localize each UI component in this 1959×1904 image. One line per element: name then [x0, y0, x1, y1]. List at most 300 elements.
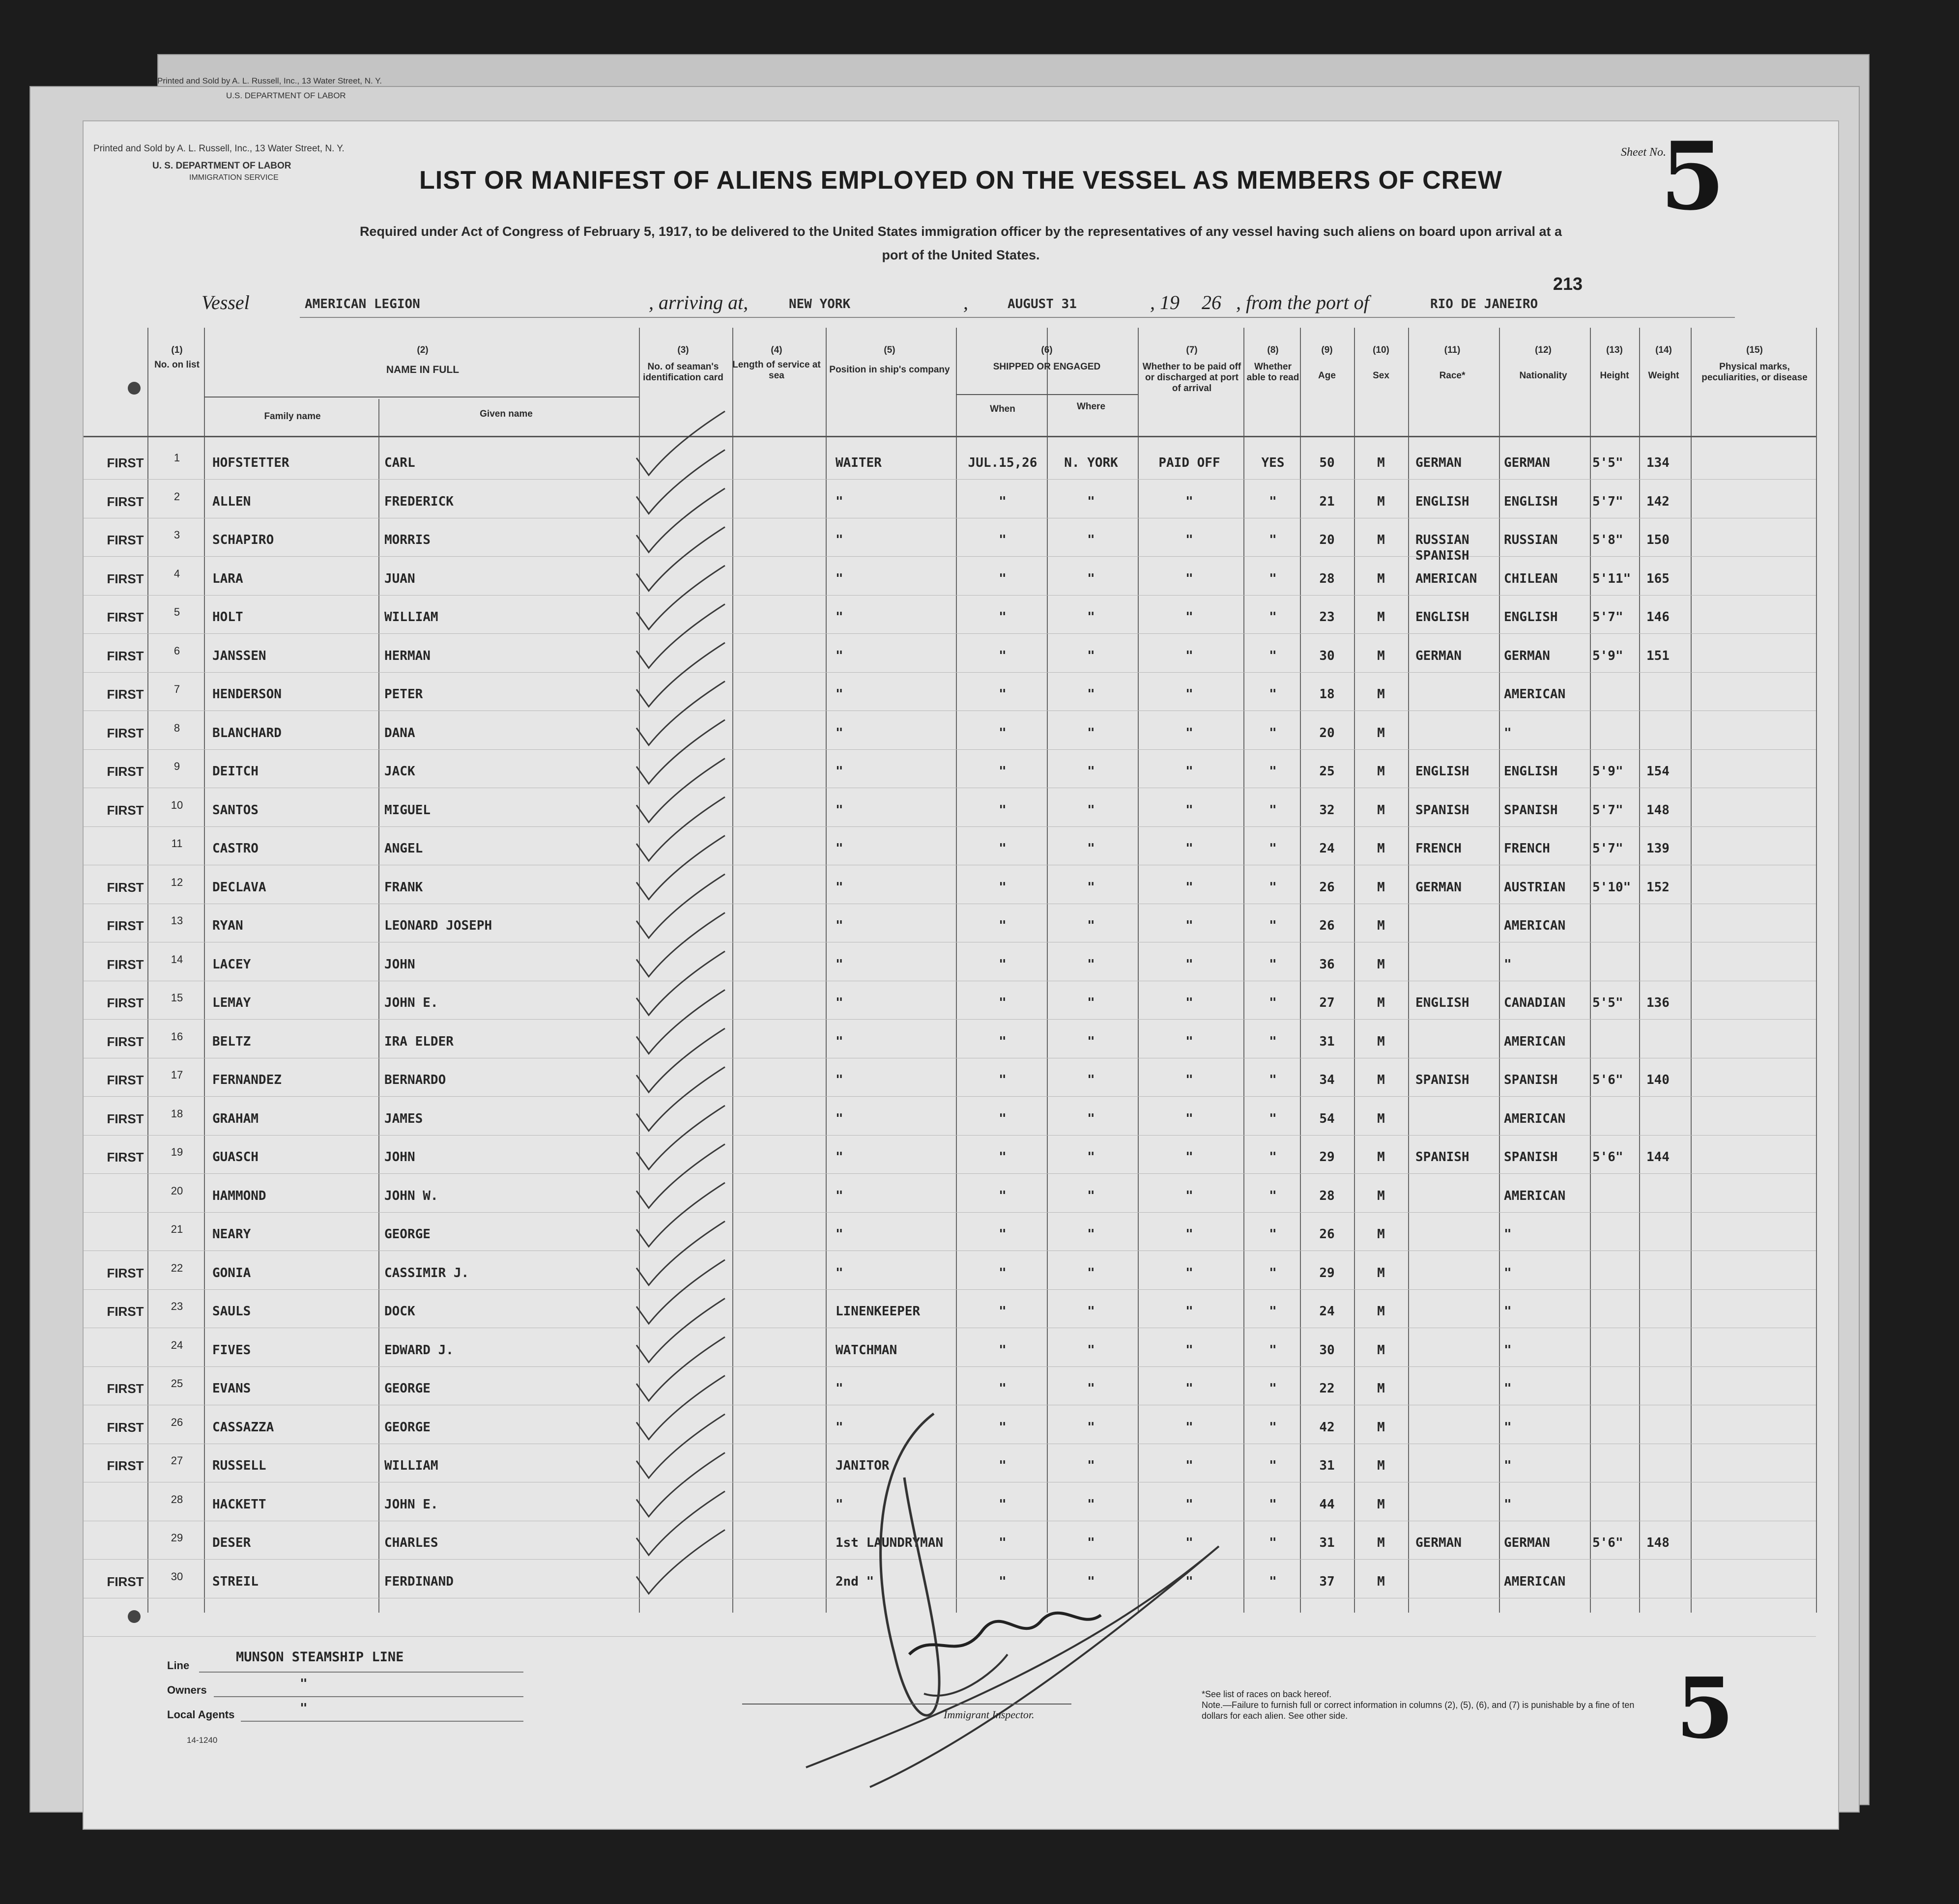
cell-position: 1st LAUNDRYMAN: [835, 1535, 944, 1550]
cell-height: 5'7": [1592, 494, 1623, 509]
cell-read: ": [1269, 1574, 1277, 1589]
cell-nationality: ": [1504, 1458, 1512, 1473]
cell-age: 30: [1319, 648, 1335, 663]
cell-mark: FIRST: [107, 995, 144, 1010]
cell-given: JOHN: [384, 1150, 415, 1165]
cell-height: 5'6": [1592, 1073, 1623, 1087]
cell-when: ": [999, 1111, 1007, 1126]
cell-sex: M: [1377, 533, 1385, 547]
cell-mark: FIRST: [107, 802, 144, 818]
cell-height: 5'7": [1592, 610, 1623, 625]
cell-age: 42: [1319, 1420, 1335, 1435]
col3-header: (3) No. of seaman's identification card: [643, 345, 723, 383]
requirement-line-1: Required under Act of Congress of February 5, 1917, to be delivered to the United States immigration officer by the representatives of any vessel having such aliens on board upon arrival at a: [359, 224, 1562, 239]
cell-paid: ": [1185, 1227, 1193, 1242]
cell-position: ": [835, 1150, 843, 1165]
cell-when: ": [999, 1458, 1007, 1473]
cell-when: ": [999, 880, 1007, 895]
cell-given: WILLIAM: [384, 610, 438, 625]
cell-age: 23: [1319, 610, 1335, 625]
cell-given: GEORGE: [384, 1227, 431, 1242]
cell-given: JOHN: [384, 957, 415, 972]
cell-race: ENGLISH: [1415, 494, 1469, 509]
cell-mark: FIRST: [107, 764, 144, 779]
checkmark: [636, 1299, 725, 1363]
cell-no: 8: [173, 721, 180, 734]
cell-sex: M: [1377, 995, 1385, 1010]
cell-paid: ": [1185, 1574, 1193, 1589]
cell-position: WATCHMAN: [835, 1342, 897, 1358]
cell-family: BELTZ: [212, 1034, 251, 1049]
cell-read: ": [1269, 1265, 1277, 1280]
cell-race: SPANISH: [1415, 1073, 1469, 1087]
punch-hole: [128, 1610, 141, 1623]
cell-nationality: ENGLISH: [1504, 610, 1558, 625]
cell-no: 5: [173, 606, 180, 618]
cell-where: ": [1087, 918, 1095, 933]
cell-mark: FIRST: [107, 1420, 144, 1435]
cell-sex: M: [1377, 725, 1385, 740]
cell-family: LARA: [212, 571, 243, 586]
col8-header: (8) Whether able to read: [1246, 345, 1299, 383]
cell-paid: ": [1185, 1342, 1193, 1358]
cell-when: ": [999, 648, 1007, 663]
cell-when: ": [999, 1150, 1007, 1165]
checkmark: [636, 836, 725, 900]
cell-no: 11: [171, 837, 183, 850]
cell-read: ": [1269, 1497, 1277, 1512]
cell-nationality: ": [1504, 1420, 1512, 1435]
cell-read: ": [1269, 764, 1277, 779]
cell-when: ": [999, 1381, 1007, 1396]
cell-given: MIGUEL: [384, 802, 431, 818]
year-prefix: , 19: [1150, 291, 1180, 313]
cell-read: ": [1269, 648, 1277, 663]
back-page-header: [157, 74, 382, 103]
cell-paid: ": [1185, 957, 1193, 972]
cell-nationality: CANADIAN: [1504, 995, 1566, 1010]
cell-age: 34: [1319, 1073, 1335, 1087]
cell-when: ": [999, 571, 1007, 586]
owners-value: ": [300, 1677, 308, 1691]
cell-family: CASSAZZA: [212, 1420, 274, 1435]
cell-no: 9: [173, 760, 180, 772]
cell-where: ": [1087, 494, 1095, 509]
cell-mark: FIRST: [107, 1574, 144, 1589]
cell-paid: ": [1185, 1034, 1193, 1049]
cell-read: ": [1269, 880, 1277, 895]
cell-position: ": [835, 648, 843, 663]
cell-no: 16: [171, 1030, 183, 1043]
cell-no: 19: [171, 1146, 183, 1158]
cell-read: ": [1269, 1073, 1277, 1087]
checkmark: [636, 1376, 725, 1440]
cell-where: ": [1087, 1034, 1095, 1049]
cell-age: 31: [1319, 1034, 1335, 1049]
checkmark: [636, 990, 725, 1054]
punch-hole: [128, 382, 141, 395]
cell-position: ": [835, 1420, 843, 1435]
cell-age: 21: [1319, 494, 1335, 509]
cell-no: 26: [171, 1416, 183, 1428]
cell-read: ": [1269, 1111, 1277, 1126]
cell-sex: M: [1377, 1227, 1385, 1242]
cell-where: ": [1087, 841, 1095, 856]
cell-read: ": [1269, 1420, 1277, 1435]
cell-mark: FIRST: [107, 1304, 144, 1319]
cell-paid: ": [1185, 995, 1193, 1010]
cell-position: ": [835, 610, 843, 625]
cell-mark: FIRST: [107, 648, 144, 663]
cell-where: ": [1087, 687, 1095, 702]
cell-mark: FIRST: [107, 918, 144, 933]
cell-no: 27: [171, 1454, 183, 1467]
cell-read: ": [1269, 1304, 1277, 1319]
cell-height: 5'10": [1592, 880, 1631, 895]
cell-age: 26: [1319, 880, 1335, 895]
cell-height: 5'5": [1592, 455, 1623, 470]
cell-given: DOCK: [384, 1304, 415, 1319]
cell-where: ": [1087, 610, 1095, 625]
cell-mark: FIRST: [107, 880, 144, 895]
cell-mark: FIRST: [107, 494, 144, 509]
cell-when: ": [999, 957, 1007, 972]
cell-when: ": [999, 687, 1007, 702]
cell-position: ": [835, 918, 843, 933]
cell-sex: M: [1377, 1073, 1385, 1087]
cell-no: 15: [171, 992, 183, 1004]
cell-race: AMERICAN: [1415, 571, 1477, 586]
cell-height: 5'6": [1592, 1535, 1623, 1550]
cell-where: ": [1087, 1227, 1095, 1242]
sheet-number-stamp: 5: [1660, 121, 1725, 231]
cell-read: ": [1269, 494, 1277, 509]
cell-nationality: SPANISH: [1504, 1073, 1558, 1087]
checkmark: [636, 1106, 725, 1169]
cell-nationality: ": [1504, 1265, 1512, 1280]
cell-given: HERMAN: [384, 648, 431, 663]
cell-sex: M: [1377, 1574, 1385, 1589]
cell-where: ": [1087, 1111, 1095, 1126]
cell-when: ": [999, 1227, 1007, 1242]
cell-race: ENGLISH: [1415, 610, 1469, 625]
cell-given: PETER: [384, 687, 423, 702]
cell-sex: M: [1377, 571, 1385, 586]
document-title: LIST OR MANIFEST OF ALIENS EMPLOYED ON THE VESSEL AS MEMBERS OF CREW: [419, 166, 1502, 195]
cell-family: HENDERSON: [212, 687, 282, 702]
cell-no: 22: [171, 1261, 183, 1274]
back-department-text: U.S. DEPARTMENT OF LABOR: [226, 91, 346, 100]
cell-read: ": [1269, 1535, 1277, 1550]
year-suffix: 26: [1202, 291, 1221, 313]
cell-paid: PAID OFF: [1158, 455, 1220, 470]
cell-mark: FIRST: [107, 533, 144, 547]
cell-sex: M: [1377, 648, 1385, 663]
cell-no: 18: [171, 1107, 183, 1120]
cell-sex: M: [1377, 1034, 1385, 1049]
cell-mark: FIRST: [107, 957, 144, 972]
vessel-label: Vessel: [202, 291, 250, 313]
arrival-port: NEW YORK: [789, 297, 851, 312]
cell-nationality: ENGLISH: [1504, 494, 1558, 509]
col9-header: (9) Age: [1318, 345, 1336, 381]
cell-position: ": [835, 687, 843, 702]
cell-nationality: GERMAN: [1504, 455, 1550, 470]
departure-port: RIO DE JANEIRO: [1430, 297, 1538, 312]
cell-no: 30: [171, 1570, 183, 1583]
cell-given: CARL: [384, 455, 415, 470]
cell-sex: M: [1377, 1535, 1385, 1550]
cell-when: ": [999, 1574, 1007, 1589]
sheet-no-label: Sheet No.: [1621, 146, 1666, 159]
cell-nationality: AUSTRIAN: [1504, 880, 1566, 895]
cell-given: JUAN: [384, 571, 415, 586]
checkmark: [636, 1144, 725, 1208]
cell-no: 2: [173, 490, 180, 503]
cell-where: ": [1087, 1535, 1095, 1550]
line-value: MUNSON STEAMSHIP LINE: [236, 1649, 404, 1665]
cell-given: MORRIS: [384, 533, 431, 547]
checkmark: [636, 720, 725, 784]
manifest-sheet: Printed and Sold by A. L. Russell, Inc., 13 Water Street, N. Y. U. S. DEPARTMENT OF LABOR IMMIGRATION SERVICE Sheet No. 5 LIST OR MANIFEST OF ALIENS EMPLOYED ON THE VESSEL AS MEMBERS OF CREW Required under Act of Congress of February 5, 1917, to be delivered to the United States immigration officer by the representatives of any vessel having such aliens on board upon arrival at a port of the United States. 213 Vessel AMERICAN LEGION , arriving at, NEW YORK , AUGUST 31 , 19 26 , from the port of RIO DE JANEIRO (1) No. on list (2) NAME IN FULL Family name Given name (3) No. of seaman's identification card (4) Length of service at sea (5) Position in ship's company (6) SHIPPED OR ENGAGED When Where (7) Whether to be paid off or discharged at port of arrival (8) Whether able to read (9) Age (10) Sex (11) Race* (12) Nationality (13) Height (14) Weight (15) Physical marks, peculiarities, or disease FIRST 1 HOFSTETTER CARL WAITER JUL.15,26 N. YORK PAID OFF YES 50 M GERMAN GERMAN 5'5" 134 FIRST 2 ALLEN FREDERICK " " " " " 21 M ENGLISH ENGLISH 5'7" 142 FIRST 3 SCHAPIRO MORRIS " " " " " 20 M RUSSIAN RUSSIAN 5'8" 150 SPANISH FIRST 4 LARA JUAN " " " " " 28 M AMERICAN CHILEAN 5'11" 165 FIRST 5 HOLT WILLIAM " " " " " 23 M ENGLISH ENGLISH 5'7" 146 FIRST 6 JANSSEN HERMAN " " " " " 30 M GERMAN GERMAN 5'9" 151 FIRST 7 HENDERSON PETER " " " " " 18 M AMERICAN FIRST 8 BLANCHARD DANA " " " " " 20 M " FIRST 9 DEITCH JACK " " " " " 25 M ENGLISH ENGLISH 5'9" 154 FIRST 10 SANTOS MIGUEL " " " " " 32 M SPANISH SPANISH 5'7" 148 11 CASTRO ANGEL " " " " " 24 M FRENCH FRENCH 5'7" 139 FIRST 12 DECLAVA FRANK " " " " " 26 M GERMAN AUSTRIAN 5'10" 152 FIRST 13 RYAN LEONARD JOSEPH " " " " " 26 M AMERICAN FIRST 14 LACEY JOHN " " " " " 36 M " FIRST 15 LEMAY JOHN E. " " " " " 27 M ENGLISH CANADIAN 5'5" 136 FIRST 16 BELTZ IRA ELDER " " " " " 31 M AMERICAN FIRST 17 FERNANDEZ BERNARDO " " " " " 34 M SPANISH SPANISH 5'6" 140 FIRST 18 GRAHAM JAMES " " " " " 54 M AMERICAN FIRST 19 GUASCH JOHN " " " " " 29 M SPANISH SPANISH 5'6" 144 20 HAMMOND JOHN W. " " " " " 28 M AMERICAN 21 NEARY GEORGE " " " " " 26 M " FIRST 22 GONIA CASSIMIR J. " " " " " 29 M " FIRST 23 SAULS DOCK LINENKEEPER " " " " 24 M " 24 FIVES EDWARD J. WATCHMAN " " " " 30 M " FIRST 25 EVANS GEORGE " " " " " 22 M " FIRST 26 CASSAZZA GEORGE " " " " " 42 M " FIRST 27 RUSSELL WILLIAM JANITOR " " " " 31 M " 28 HACKETT JOHN E. " " " " " 44 M " 29 DESER CHARLES 1st LAUNDRYMAN " " " " 31 M GERMAN GERMAN 5'6" 148 FIRST 30 STREIL FERDINAND 2nd " " " " " 37 M AMERICAN Line MUNSON STEAMSHIP LINE Owners " Local Agents " 14-1240 Immigrant Inspector. *See list of races on back hereof. Note.—Failure to furnish full or correct information in columns (2), (5), (6), and (7) is punishable by a fine of ten dollars for each alien. See other side. 5: [83, 120, 1839, 1830]
arrival-date: AUGUST 31: [1008, 297, 1077, 312]
cell-when: ": [999, 995, 1007, 1010]
cell-age: 30: [1319, 1342, 1335, 1358]
cell-mark: FIRST: [107, 1111, 144, 1126]
cell-age: 37: [1319, 1574, 1335, 1589]
cell-sex: M: [1377, 764, 1385, 779]
cell-read: ": [1269, 687, 1277, 702]
cell-no: 13: [171, 914, 183, 927]
cell-weight: 150: [1646, 533, 1670, 547]
checkmark: [636, 1530, 725, 1594]
cell-read: YES: [1261, 455, 1285, 470]
cell-race: SPANISH: [1415, 802, 1469, 818]
cell-paid: ": [1185, 725, 1193, 740]
cell-weight: 146: [1646, 610, 1670, 625]
cell-where: ": [1087, 995, 1095, 1010]
cell-age: 29: [1319, 1150, 1335, 1165]
cell-paid: ": [1185, 802, 1193, 818]
cell-mark: FIRST: [107, 1458, 144, 1473]
cell-sex: M: [1377, 1458, 1385, 1473]
cell-position: ": [835, 494, 843, 509]
cell-given: ANGEL: [384, 841, 423, 856]
cell-sex: M: [1377, 1381, 1385, 1396]
stamped-page-number: 213: [1553, 274, 1583, 294]
cell-weight: 134: [1646, 455, 1670, 470]
checkmark: [636, 682, 725, 745]
checkmark: [636, 1067, 725, 1131]
cell-read: ": [1269, 802, 1277, 818]
cell-nationality: ": [1504, 957, 1512, 972]
cell-when: ": [999, 1073, 1007, 1087]
col4-header: (4) Length of service at sea: [732, 345, 821, 381]
cell-no: 20: [171, 1184, 183, 1197]
cell-paid: ": [1185, 687, 1193, 702]
owners-underline: [214, 1696, 523, 1697]
cell-age: 27: [1319, 995, 1335, 1010]
cell-sex: M: [1377, 455, 1385, 470]
cell-age: 36: [1319, 957, 1335, 972]
cell-nationality: ": [1504, 1497, 1512, 1512]
cell-given: GEORGE: [384, 1381, 431, 1396]
cell-position: ": [835, 1111, 843, 1126]
col13-header: (13) Height: [1600, 345, 1629, 381]
cell-where: ": [1087, 725, 1095, 740]
cell-when: ": [999, 610, 1007, 625]
cell-where: ": [1087, 1497, 1095, 1512]
cell-height: 5'11": [1592, 571, 1631, 586]
cell-read: ": [1269, 571, 1277, 586]
where-header: Where: [1076, 401, 1106, 412]
cell-paid: ": [1185, 764, 1193, 779]
checkmark: [636, 566, 725, 629]
cell-age: 31: [1319, 1535, 1335, 1550]
cell-family: EVANS: [212, 1381, 251, 1396]
cell-no: 7: [173, 683, 180, 695]
cell-given: FRANK: [384, 880, 423, 895]
cell-when: ": [999, 1265, 1007, 1280]
cell-nationality: GERMAN: [1504, 648, 1550, 663]
checkmark: [636, 1337, 725, 1401]
cell-family: STREIL: [212, 1574, 259, 1589]
cell-where: ": [1087, 1265, 1095, 1280]
cell-position: ": [835, 957, 843, 972]
cell-read: ": [1269, 1150, 1277, 1165]
cell-when: ": [999, 1304, 1007, 1319]
cell-when: ": [999, 802, 1007, 818]
cell-mark: FIRST: [107, 571, 144, 586]
line-label: Line: [167, 1659, 190, 1672]
cell-race: GERMAN: [1415, 880, 1462, 895]
cell-given: WILLIAM: [384, 1458, 438, 1473]
cell-race: RUSSIAN: [1415, 533, 1469, 547]
cell-family: ALLEN: [212, 494, 251, 509]
cell-family: HOFSTETTER: [212, 455, 289, 470]
cell-family: NEARY: [212, 1227, 251, 1242]
cell-height: 5'8": [1592, 533, 1623, 547]
cell-sex: M: [1377, 1342, 1385, 1358]
cell-when: ": [999, 1188, 1007, 1203]
cell-when: ": [999, 725, 1007, 740]
cell-mark: FIRST: [107, 687, 144, 702]
cell-mark: FIRST: [107, 1150, 144, 1165]
cell-read: ": [1269, 841, 1277, 856]
inspector-signature: [747, 1399, 1239, 1792]
cell-paid: ": [1185, 1535, 1193, 1550]
cell-paid: ": [1185, 571, 1193, 586]
cell-family: SANTOS: [212, 802, 259, 818]
cell-mark: FIRST: [107, 1034, 144, 1049]
cell-family: DESER: [212, 1535, 251, 1550]
cell-paid: ": [1185, 880, 1193, 895]
footer-note: [1202, 1689, 1644, 1721]
cell-position: WAITER: [835, 455, 882, 470]
cell-where: ": [1087, 1381, 1095, 1396]
cell-when: ": [999, 533, 1007, 547]
cell-age: 31: [1319, 1458, 1335, 1473]
checkmark: [636, 1222, 725, 1285]
cell-given: DANA: [384, 725, 415, 740]
checkmark: [636, 604, 725, 668]
cell-read: ": [1269, 533, 1277, 547]
cell-weight: 142: [1646, 494, 1670, 509]
cell-weight: 144: [1646, 1150, 1670, 1165]
given-name-header: Given name: [480, 409, 533, 419]
cell-age: 28: [1319, 1188, 1335, 1203]
cell-height: 5'7": [1592, 841, 1623, 856]
cell-read: ": [1269, 1227, 1277, 1242]
department-name: U. S. DEPARTMENT OF LABOR: [152, 161, 291, 171]
cell-race: SPANISH: [1415, 1150, 1469, 1165]
from-port-label: , from the port of: [1236, 291, 1369, 313]
cell-mark: FIRST: [107, 455, 144, 470]
cell-sex: M: [1377, 802, 1385, 818]
cell-no: 4: [173, 567, 180, 580]
cell-mark: FIRST: [107, 1381, 144, 1396]
cell-nationality: RUSSIAN: [1504, 533, 1558, 547]
cell-family: CASTRO: [212, 841, 259, 856]
vessel-name: AMERICAN LEGION: [305, 297, 420, 312]
cell-nationality: ": [1504, 1381, 1512, 1396]
checkmark: [636, 411, 725, 475]
cell-race: GERMAN: [1415, 648, 1462, 663]
cell-where: ": [1087, 1150, 1095, 1165]
local-agents-value: ": [300, 1701, 308, 1716]
cell-paid: ": [1185, 918, 1193, 933]
cell-position: ": [835, 1034, 843, 1049]
cell-no: 17: [171, 1069, 183, 1081]
cell-given: IRA ELDER: [384, 1034, 454, 1049]
line-underline: [199, 1672, 523, 1673]
col1-header: (1) No. on list: [154, 345, 200, 370]
cell-mark: FIRST: [107, 1265, 144, 1280]
cell-where: ": [1087, 1342, 1095, 1358]
cell-paid: ": [1185, 1304, 1193, 1319]
cell-family: FIVES: [212, 1342, 251, 1358]
cell-race: GERMAN: [1415, 1535, 1462, 1550]
cell-position: ": [835, 995, 843, 1010]
checkmark: [636, 1260, 725, 1324]
cell-given: JOHN E.: [384, 1497, 438, 1512]
printer-credit: Printed and Sold by A. L. Russell, Inc., 13 Water Street, N. Y.: [93, 143, 345, 154]
cell-no: 25: [171, 1377, 183, 1390]
cell-no: 29: [171, 1532, 183, 1544]
cell-position: ": [835, 1381, 843, 1396]
cell-sex: M: [1377, 1150, 1385, 1165]
cell-nationality: CHILEAN: [1504, 571, 1558, 586]
cell-given: LEONARD JOSEPH: [384, 918, 492, 933]
cell-position: ": [835, 533, 843, 547]
cell-sex: M: [1377, 1497, 1385, 1512]
cell-family: HAMMOND: [212, 1188, 266, 1203]
cell-nationality: GERMAN: [1504, 1535, 1550, 1550]
cell-paid: ": [1185, 1111, 1193, 1126]
cell-where: ": [1087, 1188, 1095, 1203]
cell-nationality: ": [1504, 725, 1512, 740]
cell-sex: M: [1377, 1420, 1385, 1435]
inspector-signature-line: [742, 1704, 1071, 1705]
cell-race: FRENCH: [1415, 841, 1462, 856]
col2-header: (2) NAME IN FULL: [386, 345, 460, 375]
cell-paid: ": [1185, 1150, 1193, 1165]
when-header: When: [990, 404, 1015, 414]
cell-paid: ": [1185, 1458, 1193, 1473]
cell-given: FREDERICK: [384, 494, 454, 509]
penalty-note: Note.—Failure to furnish full or correct information in columns (2), (5), (6), and (7) is punishable by a fine of ten dollars for each alien. See other side.: [1202, 1700, 1635, 1721]
cell-sex: M: [1377, 1265, 1385, 1280]
